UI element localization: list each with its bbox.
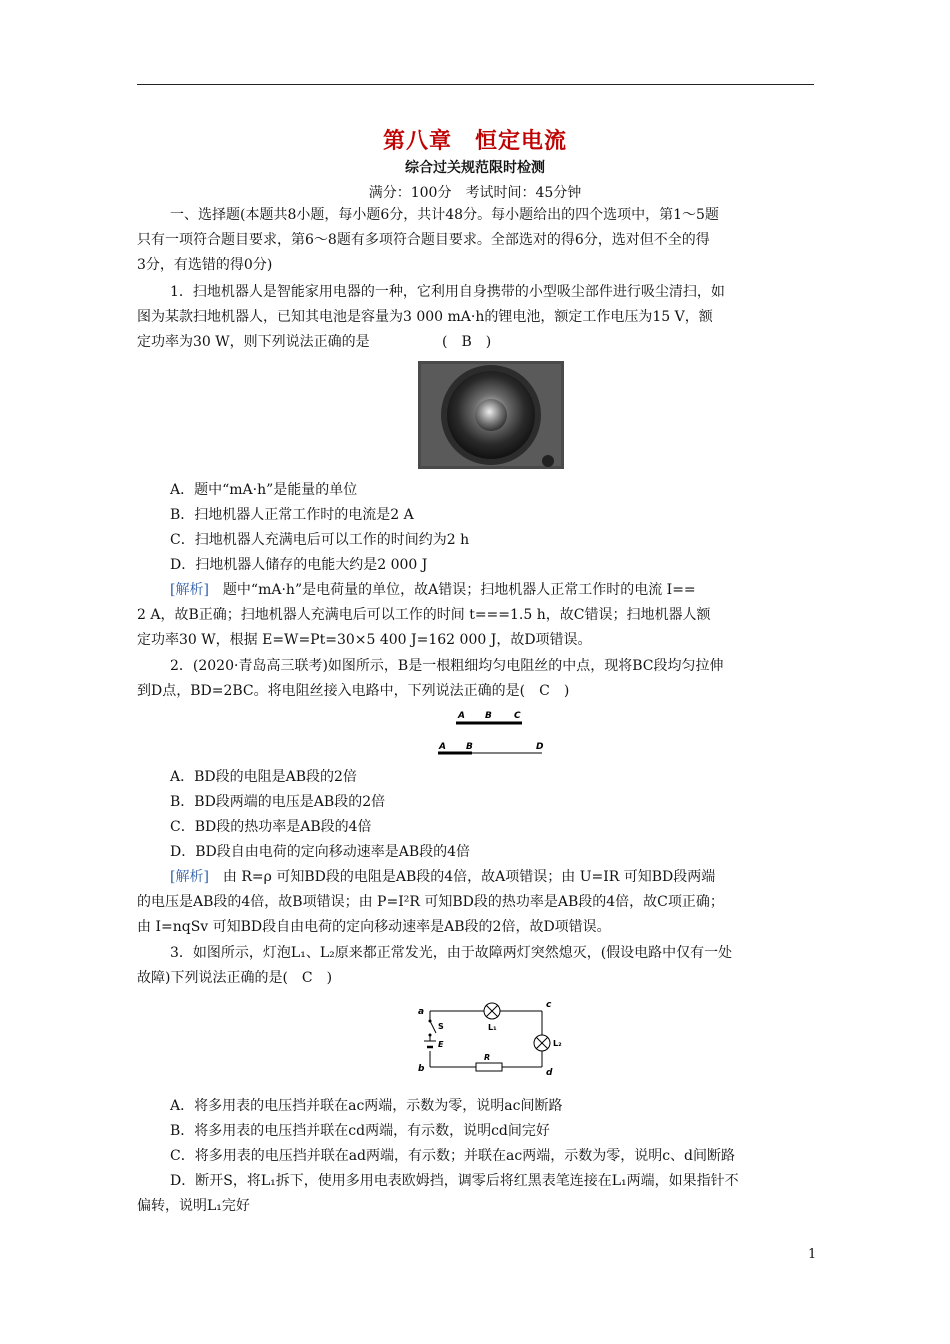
intro-line: 只有一项符合题目要求，第6～8题有多项符合题目要求。全部选对的得6分，选对但不全的得 bbox=[137, 232, 710, 248]
q3-stem-line: 3．如图所示，灯泡L₁、L₂原来都正常发光，由于故障两灯突然熄灭，(假设电路中仅有一处 bbox=[170, 945, 733, 961]
fig2-label-d: D bbox=[536, 742, 544, 752]
circuit-diagram bbox=[414, 997, 570, 1077]
q1-option: C．扫地机器人充满电后可以工作的时间约为2 h bbox=[170, 532, 470, 548]
circuit-label-e: E bbox=[438, 1040, 444, 1049]
q2-stem-line: 2．(2020·青岛高三联考)如图所示，B是一根粗细均匀电阻丝的中点，现将BC段均匀拉伸 bbox=[170, 658, 724, 674]
circuit-label-b: b bbox=[418, 1064, 425, 1074]
circuit-label-l2: L₂ bbox=[553, 1039, 562, 1048]
q3-option: D．断开S，将L₁拆下，使用多用电表欧姆挡，调零后将红黑表笔连接在L₁两端，如果指针不 bbox=[170, 1173, 739, 1189]
test-subtitle: 综合过关规范限时检测 bbox=[405, 160, 545, 176]
fig2-label-a2: A bbox=[439, 742, 446, 752]
circuit-label-r: R bbox=[484, 1053, 491, 1062]
circuit-label-l1: L₁ bbox=[488, 1023, 497, 1032]
q1-option: A．题中“mA·h”是能量的单位 bbox=[170, 482, 358, 498]
q1-option: D．扫地机器人储存的电能大约是2 000 J bbox=[170, 557, 428, 573]
q2-answer: C ) bbox=[525, 683, 570, 699]
q1-stem-line: 定功率为30 W，则下列说法正确的是 bbox=[137, 334, 370, 350]
speaker-photo bbox=[418, 361, 564, 469]
analysis-text: 题中“mA·h”是电荷量的单位，故A错误；扫地机器人正常工作时的电流 I== bbox=[208, 582, 696, 598]
chapter-title: 第八章 恒定电流 bbox=[382, 128, 567, 154]
circuit-label-c: c bbox=[546, 1000, 552, 1010]
page-number: 1 bbox=[808, 1247, 817, 1262]
q2-analysis-line: 由 I=nqSv 可知BD段自由电荷的定向移动速率是AB段的2倍，故D项错误。 bbox=[137, 919, 611, 935]
circuit-label-s: S bbox=[438, 1022, 444, 1031]
analysis-label: [解析] bbox=[170, 869, 209, 885]
q3-stem-text: 故障)下列说法正确的是( bbox=[137, 970, 288, 986]
q2-stem-line bbox=[137, 679, 817, 704]
circuit-label-d: d bbox=[546, 1068, 553, 1077]
q3-stem-line bbox=[137, 966, 817, 991]
q2-option: C．BD段的热功率是AB段的4倍 bbox=[170, 819, 372, 835]
q3-option: B．将多用表的电压挡并联在cd两端，有示数，说明cd间完好 bbox=[170, 1123, 550, 1139]
q1-analysis-line: 定功率30 W，根据 E=W=Pt=30×5 400 J=162 000 J，故D项错误。 bbox=[137, 632, 592, 648]
header-rule bbox=[137, 84, 814, 85]
q1-analysis-line bbox=[170, 578, 850, 603]
q2-option: B．BD段两端的电压是AB段的2倍 bbox=[170, 794, 386, 810]
resistance-wire-figure bbox=[436, 706, 546, 756]
q2-option: A．BD段的电阻是AB段的2倍 bbox=[170, 769, 357, 785]
fig2-label-b: B bbox=[485, 711, 492, 721]
fig2-label-b2: B bbox=[466, 742, 473, 752]
fig2-label-a: A bbox=[458, 711, 465, 721]
q2-stem-text: 到D点，BD=2BC。将电阻丝接入电路中，下列说法正确的是( bbox=[137, 683, 526, 699]
fig2-label-c: C bbox=[514, 711, 521, 721]
intro-line: 3分，有选错的得0分) bbox=[137, 257, 273, 273]
q3-answer: C ) bbox=[287, 970, 333, 986]
analysis-text: 由 R=ρ 可知BD段的电阻是AB段的4倍，故A项错误；由 U=IR 可知BD段两端 bbox=[208, 869, 716, 885]
q1-stem-line: 1．扫地机器人是智能家用电器的一种，它利用自身携带的小型吸尘部件进行吸尘清扫，如 bbox=[170, 284, 725, 300]
q1-analysis-line: 2 A，故B正确；扫地机器人充满电后可以工作的时间 t===1.5 h，故C错误；扫地机器人额 bbox=[137, 607, 711, 623]
q1-answer: ( B ) bbox=[442, 334, 492, 350]
intro-line: 一、选择题(本题共8小题，每小题6分，共计48分。每小题给出的四个选项中，第1～5题 bbox=[170, 207, 719, 223]
analysis-label: [解析] bbox=[170, 582, 209, 598]
q3-option: A．将多用表的电压挡并联在ac两端，示数为零，说明ac间断路 bbox=[170, 1098, 563, 1114]
q3-option: C．将多用表的电压挡并联在ad两端，有示数；并联在ac两端，示数为零，说明c、d间断路 bbox=[170, 1148, 736, 1164]
q1-option: B．扫地机器人正常工作时的电流是2 A bbox=[170, 507, 414, 523]
q2-analysis-line bbox=[170, 865, 850, 890]
q2-option: D．BD段自由电荷的定向移动速率是AB段的4倍 bbox=[170, 844, 471, 860]
score-time-info: 满分：100分 考试时间：45分钟 bbox=[368, 185, 582, 201]
q1-stem-line: 图为某款扫地机器人，已知其电池是容量为3 000 mA·h的锂电池，额定工作电压为15 V，额 bbox=[137, 309, 713, 325]
q2-analysis-line: 的电压是AB段的4倍，故B项错误；由 P=I²R 可知BD段的热功率是AB段的4倍，故C项正确； bbox=[137, 894, 724, 910]
q3-option: 偏转，说明L₁完好 bbox=[137, 1198, 250, 1214]
circuit-label-a: a bbox=[418, 1007, 425, 1017]
